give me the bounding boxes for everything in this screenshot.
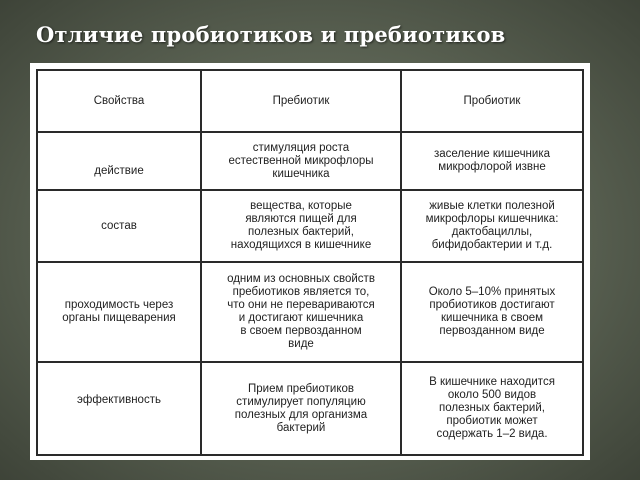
table-row: [37, 362, 583, 455]
header-property: Свойства: [37, 70, 201, 132]
table-row: [37, 262, 583, 362]
header-probiotic: Пробиотик: [401, 70, 583, 132]
header-row: [37, 70, 583, 132]
table-row: [37, 132, 583, 190]
row-probiotic: Около 5–10% принятых пробиотиков достигают кишечника в своем первозданном виде: [401, 262, 583, 362]
row-property: эффективность: [37, 362, 201, 455]
table-sheet: [30, 63, 590, 460]
row-property: проходимость через органы пищеварения: [37, 262, 201, 362]
row-prebiotic: Прием пребиотиков стимулирует популяцию полезных для организма бактерий: [201, 362, 401, 455]
row-prebiotic: одним из основных свойств пребиотиков является то, что они не перевариваются и достигают кишечника в своем первозданном виде: [201, 262, 401, 362]
row-probiotic: живые клетки полезной микрофлоры кишечника: дактобациллы, бифидобактерии и т.д.: [401, 190, 583, 262]
header-prebiotic: Пребиотик: [201, 70, 401, 132]
row-probiotic: заселение кишечника микрофлорой извне: [401, 132, 583, 190]
row-prebiotic: вещества, которые являются пищей для полезных бактерий, находящихся в кишечнике: [201, 190, 401, 262]
row-prebiotic: стимуляция роста естественной микрофлоры кишечника: [201, 132, 401, 190]
slide-title: Отличие пробиотиков и пребиотиков: [36, 22, 506, 47]
row-property: состав: [37, 190, 201, 262]
table-row: [37, 190, 583, 262]
row-property: действие: [37, 132, 201, 190]
comparison-table: [36, 69, 584, 456]
row-probiotic: В кишечнике находится около 500 видов полезных бактерий, пробиотик может содержать 1–2 вида.: [401, 362, 583, 455]
